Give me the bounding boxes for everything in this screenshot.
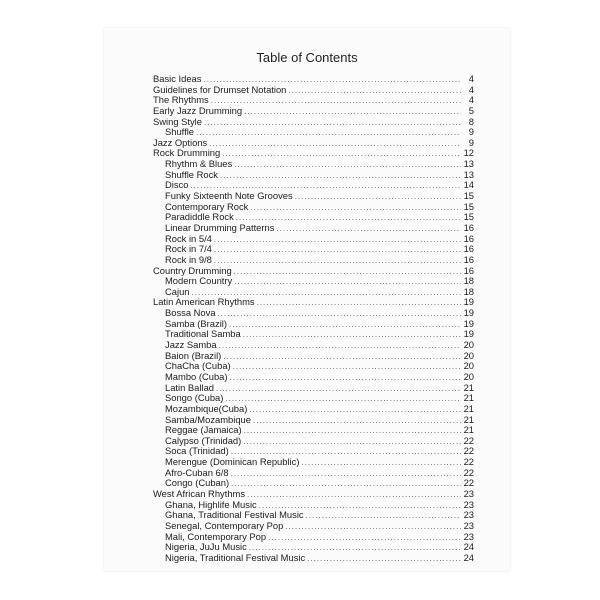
toc-entry-page-number: 14 [463,179,474,191]
toc-entry-page-number: 16 [463,243,474,255]
dot-leader [306,511,461,522]
toc-entry-label: Linear Drumming Patterns [165,221,275,233]
toc-entry-label: Afro-Cuban 6/8 [165,466,229,478]
toc-entry-page-number: 21 [463,381,474,393]
dot-leader [301,458,461,469]
toc-entry-label: Modern Country [165,275,233,287]
dot-leader [196,128,461,139]
toc-entry-page-number: 5 [468,104,474,116]
dot-leader [295,192,461,203]
toc-entry-label: Baion (Brazil) [165,349,222,361]
dot-leader [253,416,461,427]
toc-entry-page-number: 20 [463,349,474,361]
toc-entry [153,372,474,383]
toc-entry-label: Mambo (Cuba) [165,370,228,382]
toc-entry-label: Bossa Nova [165,307,216,319]
toc-entry-page-number: 16 [463,221,474,233]
dot-leader [218,309,461,320]
dot-leader [276,224,461,235]
toc-entry-label: Mozambique(Cuba) [165,402,248,414]
toc-entry-page-number: 15 [463,200,474,212]
toc-entry-page-number: 13 [463,168,474,180]
toc-entry [153,521,474,532]
toc-entry-page-number: 21 [463,424,474,436]
toc-entry-page-number: 18 [463,285,474,297]
toc-entry-label: Ghana, Highlife Music [165,498,257,510]
dot-leader [244,107,461,118]
toc-entry-label: Shuffle Rock [165,168,218,180]
toc-entry-label: Rock in 5/4 [165,232,212,244]
dot-leader [214,235,461,246]
dot-leader [268,533,461,544]
dot-leader [231,469,461,480]
toc-entry-label: Rock Drumming [153,147,221,159]
dot-leader [231,479,461,490]
toc-entry-label: Swing Style [153,115,202,127]
toc-entry-label: Contemporary Rock [165,200,249,212]
table-of-contents [153,74,474,563]
toc-entry-page-number: 21 [463,392,474,404]
toc-entry [153,276,474,287]
toc-entry-label: Samba (Brazil) [165,317,227,329]
toc-entry-label: Nigeria, JuJu Music [165,541,247,553]
toc-entry-page-number: 18 [463,275,474,287]
dot-leader [216,384,461,395]
toc-entry-label: Calypso (Trinidad) [165,434,242,446]
toc-entry-label: Samba/Mozambique [165,413,251,425]
toc-entry-label: Rhythm & Blues [165,158,233,170]
toc-entry-page-number: 22 [463,445,474,457]
dot-leader [214,256,461,267]
toc-entry-label: The Rhythms [153,94,209,106]
toc-entry-page-number: 13 [463,158,474,170]
toc-entry [153,170,474,181]
toc-entry-label: ChaCha (Cuba) [165,360,231,372]
dot-leader [243,437,461,448]
toc-entry-page-number: 23 [463,509,474,521]
toc-entry-page-number: 19 [463,317,474,329]
toc-entry-page-number: 22 [463,477,474,489]
toc-entry-label: West African Rhythms [153,487,246,499]
dot-leader [249,405,461,416]
toc-entry-page-number: 16 [463,253,474,265]
dot-leader [307,554,461,565]
toc-entry-page-number: 15 [463,190,474,202]
dot-leader [288,86,461,97]
toc-entry-page-number: 4 [468,94,474,106]
toc-entry-label: Songo (Cuba) [165,392,224,404]
toc-entry-label: Congo (Cuban) [165,477,230,489]
toc-entry-page-number: 23 [463,530,474,542]
dot-leader [234,277,461,288]
toc-entry-page-number: 19 [463,307,474,319]
toc-entry-label: Senegal, Contemporary Pop [165,519,284,531]
dot-leader [285,522,461,533]
dot-leader [219,341,461,352]
dot-leader [209,139,461,150]
toc-entry [153,117,474,128]
dot-leader [234,267,461,278]
toc-entry-label: Nigeria, Traditional Festival Music [165,551,306,563]
toc-entry-label: Jazz Options [153,136,208,148]
toc-entry [153,223,474,234]
dot-leader [229,320,461,331]
toc-entry-page-number: 20 [463,339,474,351]
dot-leader [204,118,461,129]
toc-entry-page-number: 8 [468,115,474,127]
toc-entry-label: Shuffle [165,126,195,138]
toc-entry-page-number: 12 [463,147,474,159]
toc-entry-page-number: 23 [463,498,474,510]
toc-entry-label: Rock in 9/8 [165,253,212,265]
dot-leader [223,352,461,363]
toc-entry-label: Funky Sixteenth Note Grooves [165,190,293,202]
toc-entry-page-number: 16 [463,232,474,244]
toc-entry-page-number: 21 [463,402,474,414]
dot-leader [250,203,461,214]
toc-entry-page-number: 24 [463,551,474,563]
dot-leader [230,373,461,384]
toc-entry-page-number: 9 [468,126,474,138]
toc-entry [153,404,474,415]
toc-entry-label: Traditional Samba [165,328,241,340]
toc-entry-page-number: 4 [468,83,474,95]
toc-entry-label: Merengue (Dominican Republic) [165,456,300,468]
toc-entry-page-number: 4 [468,73,474,84]
toc-entry-label: Ghana, Traditional Festival Music [165,509,304,521]
dot-leader [225,394,461,405]
toc-entry-page-number: 22 [463,466,474,478]
toc-entry-label: Disco [165,179,189,191]
toc-entry-page-number: 22 [463,456,474,468]
toc-entry-label: Basic Ideas [153,73,202,84]
toc-entry-label: Rock in 7/4 [165,243,212,255]
document-page [104,28,510,571]
toc-entry-page-number: 24 [463,541,474,553]
toc-entry-page-number: 21 [463,413,474,425]
toc-entry [153,106,474,117]
toc-entry-page-number: 19 [463,328,474,340]
page-title: Table of Contents [256,50,358,65]
toc-entry-label: Soca (Trinidad) [165,445,229,457]
dot-leader [243,330,461,341]
toc-entry-label: Early Jazz Drumming [153,104,243,116]
dot-leader [222,149,461,160]
dot-leader [234,160,461,171]
toc-entry-page-number: 23 [463,487,474,499]
toc-entry-label: Cajun [165,285,190,297]
dot-leader [214,245,461,256]
toc-entry-page-number: 20 [463,370,474,382]
dot-leader [244,426,461,437]
dot-leader [233,362,461,373]
toc-entry-page-number: 20 [463,360,474,372]
toc-entry-label: Latin American Rhythms [153,296,255,308]
toc-entry-page-number: 9 [468,136,474,148]
toc-entry [153,255,474,266]
toc-entry-page-number: 23 [463,519,474,531]
toc-entry-label: Country Drumming [153,264,232,276]
toc-entry-page-number: 15 [463,211,474,223]
dot-leader [257,298,461,309]
toc-entry-page-number: 16 [463,264,474,276]
dot-leader [247,490,461,501]
toc-entry-label: Paradiddle Rock [165,211,234,223]
dot-leader [220,171,461,182]
toc-entry [153,553,474,564]
toc-entry-label: Mali, Contemporary Pop [165,530,267,542]
toc-entry-label: Latin Ballad [165,381,214,393]
toc-entry-label: Reggae (Jamaica) [165,424,242,436]
toc-entry-label: Guidelines for Drumset Notation [153,83,287,95]
toc-entry-label: Jazz Samba [165,339,217,351]
toc-entry-page-number: 22 [463,434,474,446]
dot-leader [211,96,461,107]
toc-entry-page-number: 19 [463,296,474,308]
